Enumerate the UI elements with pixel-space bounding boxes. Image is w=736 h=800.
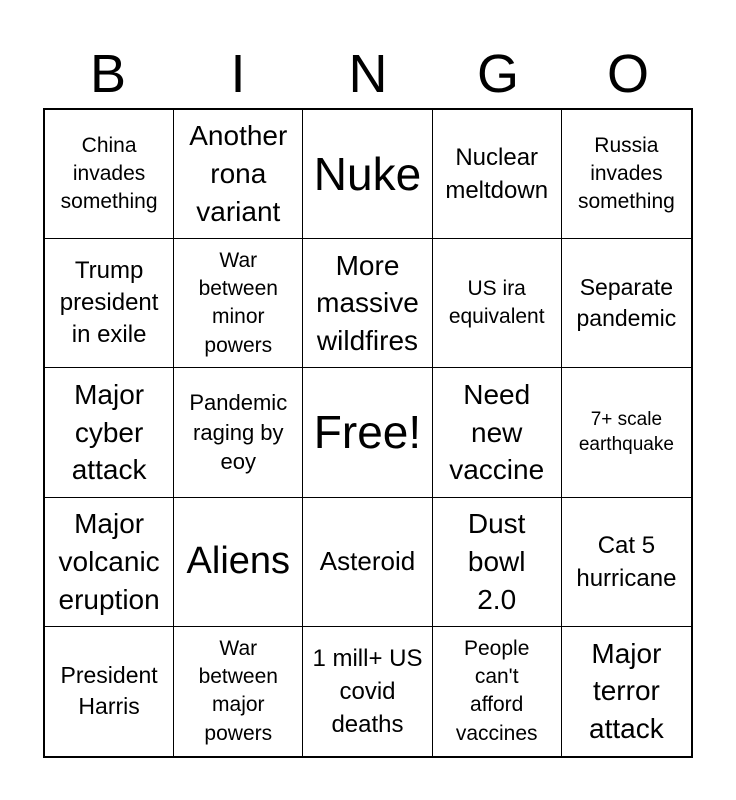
cell-text: US ira equivalent — [448, 276, 545, 329]
bingo-cell[interactable] — [174, 498, 303, 627]
bingo-cell[interactable] — [303, 239, 432, 368]
bingo-cell[interactable] — [433, 110, 562, 239]
bingo-cell[interactable] — [174, 368, 303, 497]
cell-text: Nuclear meltdown — [445, 143, 549, 205]
header-letter-o: O — [606, 44, 649, 104]
bingo-cell[interactable] — [303, 627, 432, 756]
bingo-cell[interactable] — [562, 110, 691, 239]
cell-text: Separate pandemic — [576, 273, 677, 332]
bingo-cell[interactable] — [303, 498, 432, 627]
bingo-free-cell[interactable] — [303, 368, 432, 497]
bingo-cell[interactable] — [433, 498, 562, 627]
bingo-cell[interactable] — [562, 498, 691, 627]
bingo-cell[interactable] — [174, 110, 303, 239]
bingo-cell[interactable] — [433, 368, 562, 497]
bingo-cell[interactable] — [45, 627, 174, 756]
cell-text: Nuke — [313, 147, 422, 200]
header-letter-b: B — [89, 44, 127, 104]
cell-text: Aliens — [186, 539, 291, 582]
cell-text: Dust bowl 2.0 — [467, 508, 526, 615]
cell-text: Major terror attack — [589, 637, 664, 745]
header-letter-n: N — [348, 44, 388, 104]
cell-text: Another rona variant — [189, 120, 288, 227]
header-letter-g: G — [476, 44, 519, 104]
cell-text: Need new vaccine — [449, 378, 545, 486]
cell-text: President Harris — [60, 661, 158, 720]
bingo-cell[interactable] — [433, 239, 562, 368]
cell-text: Cat 5 hurricane — [576, 531, 677, 592]
bingo-cell[interactable] — [562, 239, 691, 368]
bingo-cell[interactable] — [433, 627, 562, 756]
cell-text: Trump president in exile — [59, 256, 159, 349]
bingo-cell[interactable] — [562, 627, 691, 756]
cell-text: More massive wildfires — [316, 249, 419, 357]
bingo-header — [43, 40, 693, 108]
cell-text: War between minor powers — [198, 248, 278, 357]
cell-text: Pandemic raging by eoy — [189, 389, 288, 475]
header-letter-i: I — [230, 44, 246, 104]
cell-text: China invades something — [60, 133, 158, 214]
cell-text: Major volcanic eruption — [58, 508, 160, 615]
bingo-cell[interactable] — [45, 239, 174, 368]
cell-text: Major cyber attack — [71, 378, 147, 486]
bingo-cell[interactable] — [562, 368, 691, 497]
bingo-cell[interactable] — [45, 368, 174, 497]
bingo-cell[interactable] — [45, 498, 174, 627]
cell-text: War between major powers — [198, 636, 278, 745]
bingo-board — [43, 108, 693, 758]
cell-text: Free! — [313, 406, 422, 459]
cell-text: Russia invades something — [577, 133, 675, 214]
bingo-cell[interactable] — [174, 627, 303, 756]
cell-text: Asteroid — [319, 545, 416, 576]
cell-text: People can't afford vaccines — [455, 636, 538, 745]
bingo-cell[interactable] — [174, 239, 303, 368]
bingo-cell[interactable] — [45, 110, 174, 239]
cell-text: 1 mill+ US covid deaths — [312, 644, 423, 738]
cell-text: 7+ scale earthquake — [578, 408, 674, 456]
bingo-cell[interactable] — [303, 110, 432, 239]
